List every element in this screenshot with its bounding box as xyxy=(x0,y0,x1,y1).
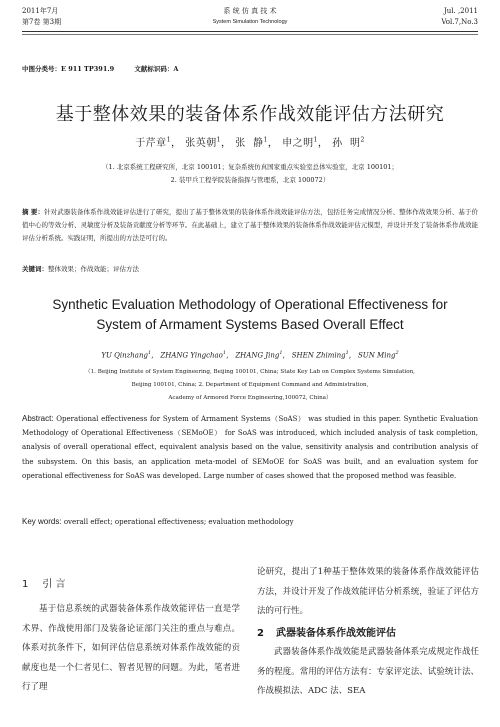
journal-name-cn: 系 统 仿 真 技 术 xyxy=(223,7,277,15)
introduction-paragraph: 基于信息系统的武器装备体系作战效能评估一直是学术界、作战使用部门及装备论证部门关注的重点与难点。体系对抗条件下，如何评估信息系统对体系作战效能的贡献度也是一个仁者见仁、智者见智的问题。为此，笔者进行了理 xyxy=(22,604,240,692)
keywords-en-text: overall effect; operational effectiveness; evaluation methodology xyxy=(63,518,294,526)
left-column xyxy=(22,600,240,698)
section-title: 武器装备体系作战效能评估 xyxy=(275,628,396,639)
author-name-en: SUN Ming xyxy=(358,351,396,360)
affiliation-en-2: Beijing 100101, China; 2. Department of Equipment Command and Administration, xyxy=(131,382,369,388)
author-name-en: ZHANG Yingchao xyxy=(160,351,223,360)
author-name: 于芹章 xyxy=(135,138,167,149)
author-cn xyxy=(332,138,365,149)
header-rule xyxy=(22,31,478,32)
author-sup: 1 xyxy=(279,350,283,356)
author-name: 张 静 xyxy=(235,138,264,149)
keywords-en-label: Key words: xyxy=(22,517,62,526)
abstract-en-label: Abstract: xyxy=(22,414,54,423)
author-name-en: ZHANG Jing xyxy=(235,351,280,360)
continued-paragraph: 论研究，提出了1种基于整体效果的装备体系作战效能评估方法，并设计开发了作战效能评估分析系统，验证了评估方法的可行性。 xyxy=(257,567,479,616)
author-sup: 2 xyxy=(360,136,365,144)
evaluation-paragraph: 武器装备体系作战效能是武器装备体系完成规定作战任务的程度。常用的评估方法有：专家评定法、试验统计法、作战模拟法、ADC 法、SEA xyxy=(257,647,479,696)
paper-title-cn: 基于整体效果的装备体系作战效能评估方法研究 xyxy=(55,104,445,125)
author-sup: 1 xyxy=(147,350,152,356)
author-cn xyxy=(235,138,268,149)
section-number: 1 xyxy=(22,579,29,590)
issue-date-en: Jul. ,2011 xyxy=(443,7,478,15)
section-number: 2 xyxy=(257,628,264,639)
issue-info-en xyxy=(441,6,478,28)
author-cn xyxy=(185,138,221,149)
author-name: 孙 明 xyxy=(332,138,361,149)
author-name-en: SHEN Zhiming xyxy=(291,351,346,360)
section-title: 引 言 xyxy=(42,579,66,590)
section-heading-evaluation xyxy=(257,624,396,639)
author-sup: 2 xyxy=(395,350,399,356)
author-sup: 1 xyxy=(345,350,349,356)
author-name: 申之明 xyxy=(282,138,314,149)
right-column xyxy=(257,563,479,622)
section-heading-introduction xyxy=(22,575,66,590)
abstract-cn-label: 摘 要： xyxy=(22,208,45,216)
running-header xyxy=(22,6,478,46)
affiliation-cn-2: 2. 装甲兵工程学院装备指挥与管理系，北京 100072） xyxy=(170,176,330,184)
journal-name xyxy=(22,6,478,28)
journal-name-en: System Simulation Technology xyxy=(212,19,288,25)
author-sup: 1 xyxy=(263,136,268,144)
document-code: 文献标识码：A xyxy=(134,65,179,73)
issue-date-line: 2011年7月 xyxy=(22,7,59,15)
keywords-en xyxy=(22,517,478,526)
classification-line xyxy=(22,64,196,73)
abstract-cn xyxy=(22,206,478,246)
affiliation-en-1: （1. Beijing Institute of System Engineering, Beijing 100101, China; State Key Lab on Complex Systems Simulation, xyxy=(85,369,415,375)
author-sup: 1 xyxy=(222,350,227,356)
author-sup: 1 xyxy=(216,136,222,144)
abstract-en xyxy=(22,412,478,483)
author-cn xyxy=(135,138,171,149)
author-name: 张英朝 xyxy=(185,138,217,149)
keywords-cn-text: 整体效果；作战效能；评估方法 xyxy=(48,265,139,273)
volume-issue-cn: 第7卷 第3期 xyxy=(22,18,62,26)
clc-code: 中图分类号：E 911 TP391.9 xyxy=(22,65,115,73)
author-cn xyxy=(282,138,318,149)
volume-issue-en: Vol.7,No.3 xyxy=(441,18,478,26)
keywords-cn xyxy=(22,264,478,273)
authors-en: YU Qinzhang$^1$， ZHANG Yingchao$^1$， ZHANG Jing$^1$， SHEN Zhiming$^1$， SUN Ming$^2$ xyxy=(101,350,399,360)
author-sup: 1 xyxy=(166,136,172,144)
affiliation-en-3: Academy of Armored Force Engineering,100072, China） xyxy=(168,395,332,401)
paper-title-en-line: System of Armament Systems Based Overall Effect xyxy=(96,317,404,332)
abstract-cn-text: 针对武器装备体系作战效能评估进行了研究，提出了基于整体效果的装备体系作战效能评估方法，包括任务完成情况分析、整体作战效果分析、基于价值中心的等效分析、灵敏度分析及装备贡献度分析等环节。在此基础上，建立了基于整体效果的装备体系作战效能评估元模型，并设计开发了装备体系作战效能评估分析系统。实践证明，所提出的方法是可行的。 xyxy=(22,208,479,243)
paper-title-en-line: Synthetic Evaluation Methodology of Operational Effectiveness for xyxy=(52,297,448,312)
right-column-section-2 xyxy=(257,643,479,702)
affiliation-cn-1: （1. 北京系统工程研究所，北京 100101；复杂系统仿真国家重点实验室总体实验室，北京 100101； xyxy=(101,163,399,171)
author-sup: 1 xyxy=(313,136,318,144)
header-rule-thin xyxy=(22,34,478,35)
paper-title-en xyxy=(0,295,500,335)
keywords-cn-label: 关键词： xyxy=(22,265,48,273)
abstract-en-text: Operational effectiveness for System of Armament Systems（SoAS） was studied in this paper. Synthetic Evaluation Methodology of Operational Effectiveness（SEMoOE） for SoAS was introduced, which included analysis of task completion, analysis of overall operational effect, equivalent analysis based on the value, sensitivity analysis and contribution analysis of the subsystem. On this basis, an application meta-model of SEMoOE for SoAS was built, and an evaluation system for operational effectiveness for SoAS was developed. Large number of cases showed that the proposed method was feasible. xyxy=(22,415,478,480)
author-name-en: YU Qinzhang xyxy=(101,351,148,360)
authors-cn: 于芹章$^1$， 张英朝$^1$， 张 静$^1$， 申之明$^1$， 孙 明$^2$ xyxy=(135,136,365,149)
